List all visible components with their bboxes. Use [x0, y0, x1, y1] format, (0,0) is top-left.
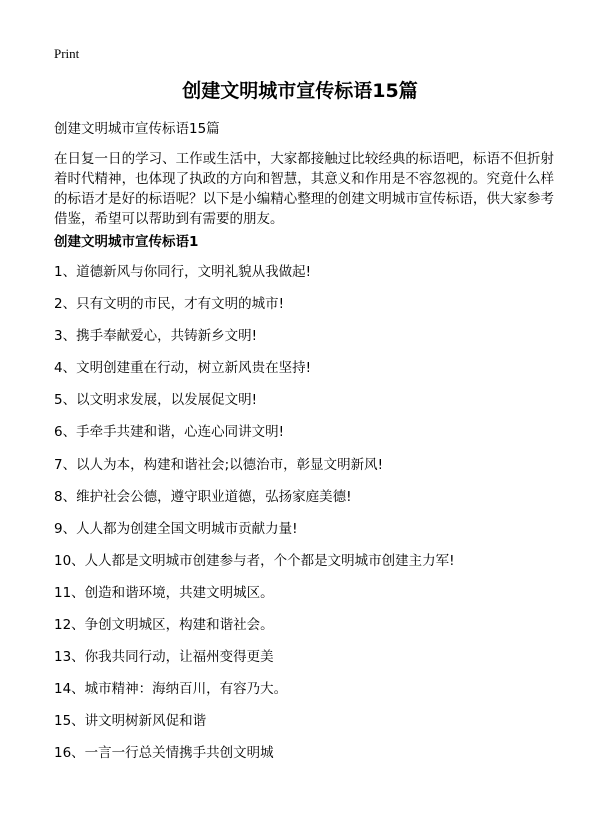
- slogan-item: 8、维护社会公德，遵守职业道德，弘扬家庭美德!: [54, 488, 352, 505]
- slogan-item: 13、你我共同行动，让福州变得更美: [54, 649, 274, 666]
- slogan-item: 16、一言一行总关情携手共创文明城: [54, 745, 274, 762]
- slogan-item: 12、争创文明城区，构建和谐社会。: [54, 617, 274, 634]
- slogan-item: 9、人人都为创建全国文明城市贡献力量!: [54, 520, 298, 537]
- section-heading: 创建文明城市宣传标语1: [54, 234, 199, 250]
- document-title: 创建文明城市宣传标语15篇: [182, 80, 418, 102]
- slogan-item: 4、文明创建重在行动，树立新风贵在坚持!: [54, 360, 312, 377]
- slogan-item: 7、以人为本，构建和谐社会;以德治市，彰显文明新风!: [54, 456, 384, 473]
- slogan-item: 14、城市精神：海纳百川，有容乃大。: [54, 681, 288, 698]
- intro-paragraph: 在日复一日的学习、工作或生活中，大家都接触过比较经典的标语吧，标语不但折射着时代精神，也体现了执政的方向和智慧，其意义和作用是不容忽视的。究竟什么样的标语才是好的标语呢？以下是小编精心整理的创建文明城市宣传标语，供大家参考借鉴，希望可以帮助到有需要的朋友。: [54, 151, 554, 227]
- slogan-item: 1、道德新风与你同行，文明礼貌从我做起!: [54, 264, 312, 280]
- slogan-item: 2、只有文明的市民，才有文明的城市!: [54, 296, 285, 313]
- print-link[interactable]: Print: [54, 46, 80, 61]
- slogan-item: 3、携手奉献爱心，共铸新乡文明!: [54, 328, 258, 345]
- slogan-list: [54, 262, 564, 776]
- slogan-item: 10、人人都是文明城市创建参与者，个个都是文明城市创建主力军!: [54, 552, 455, 569]
- slogan-item: 15、讲文明树新风促和谐: [54, 713, 207, 730]
- slogan-item: 11、创造和谐环境，共建文明城区。: [54, 584, 274, 601]
- slogan-item: 6、手牵手共建和谐，心连心同讲文明!: [54, 424, 285, 441]
- document-subtitle: 创建文明城市宣传标语15篇: [54, 121, 220, 137]
- slogan-item: 5、以文明求发展，以发展促文明!: [54, 392, 258, 409]
